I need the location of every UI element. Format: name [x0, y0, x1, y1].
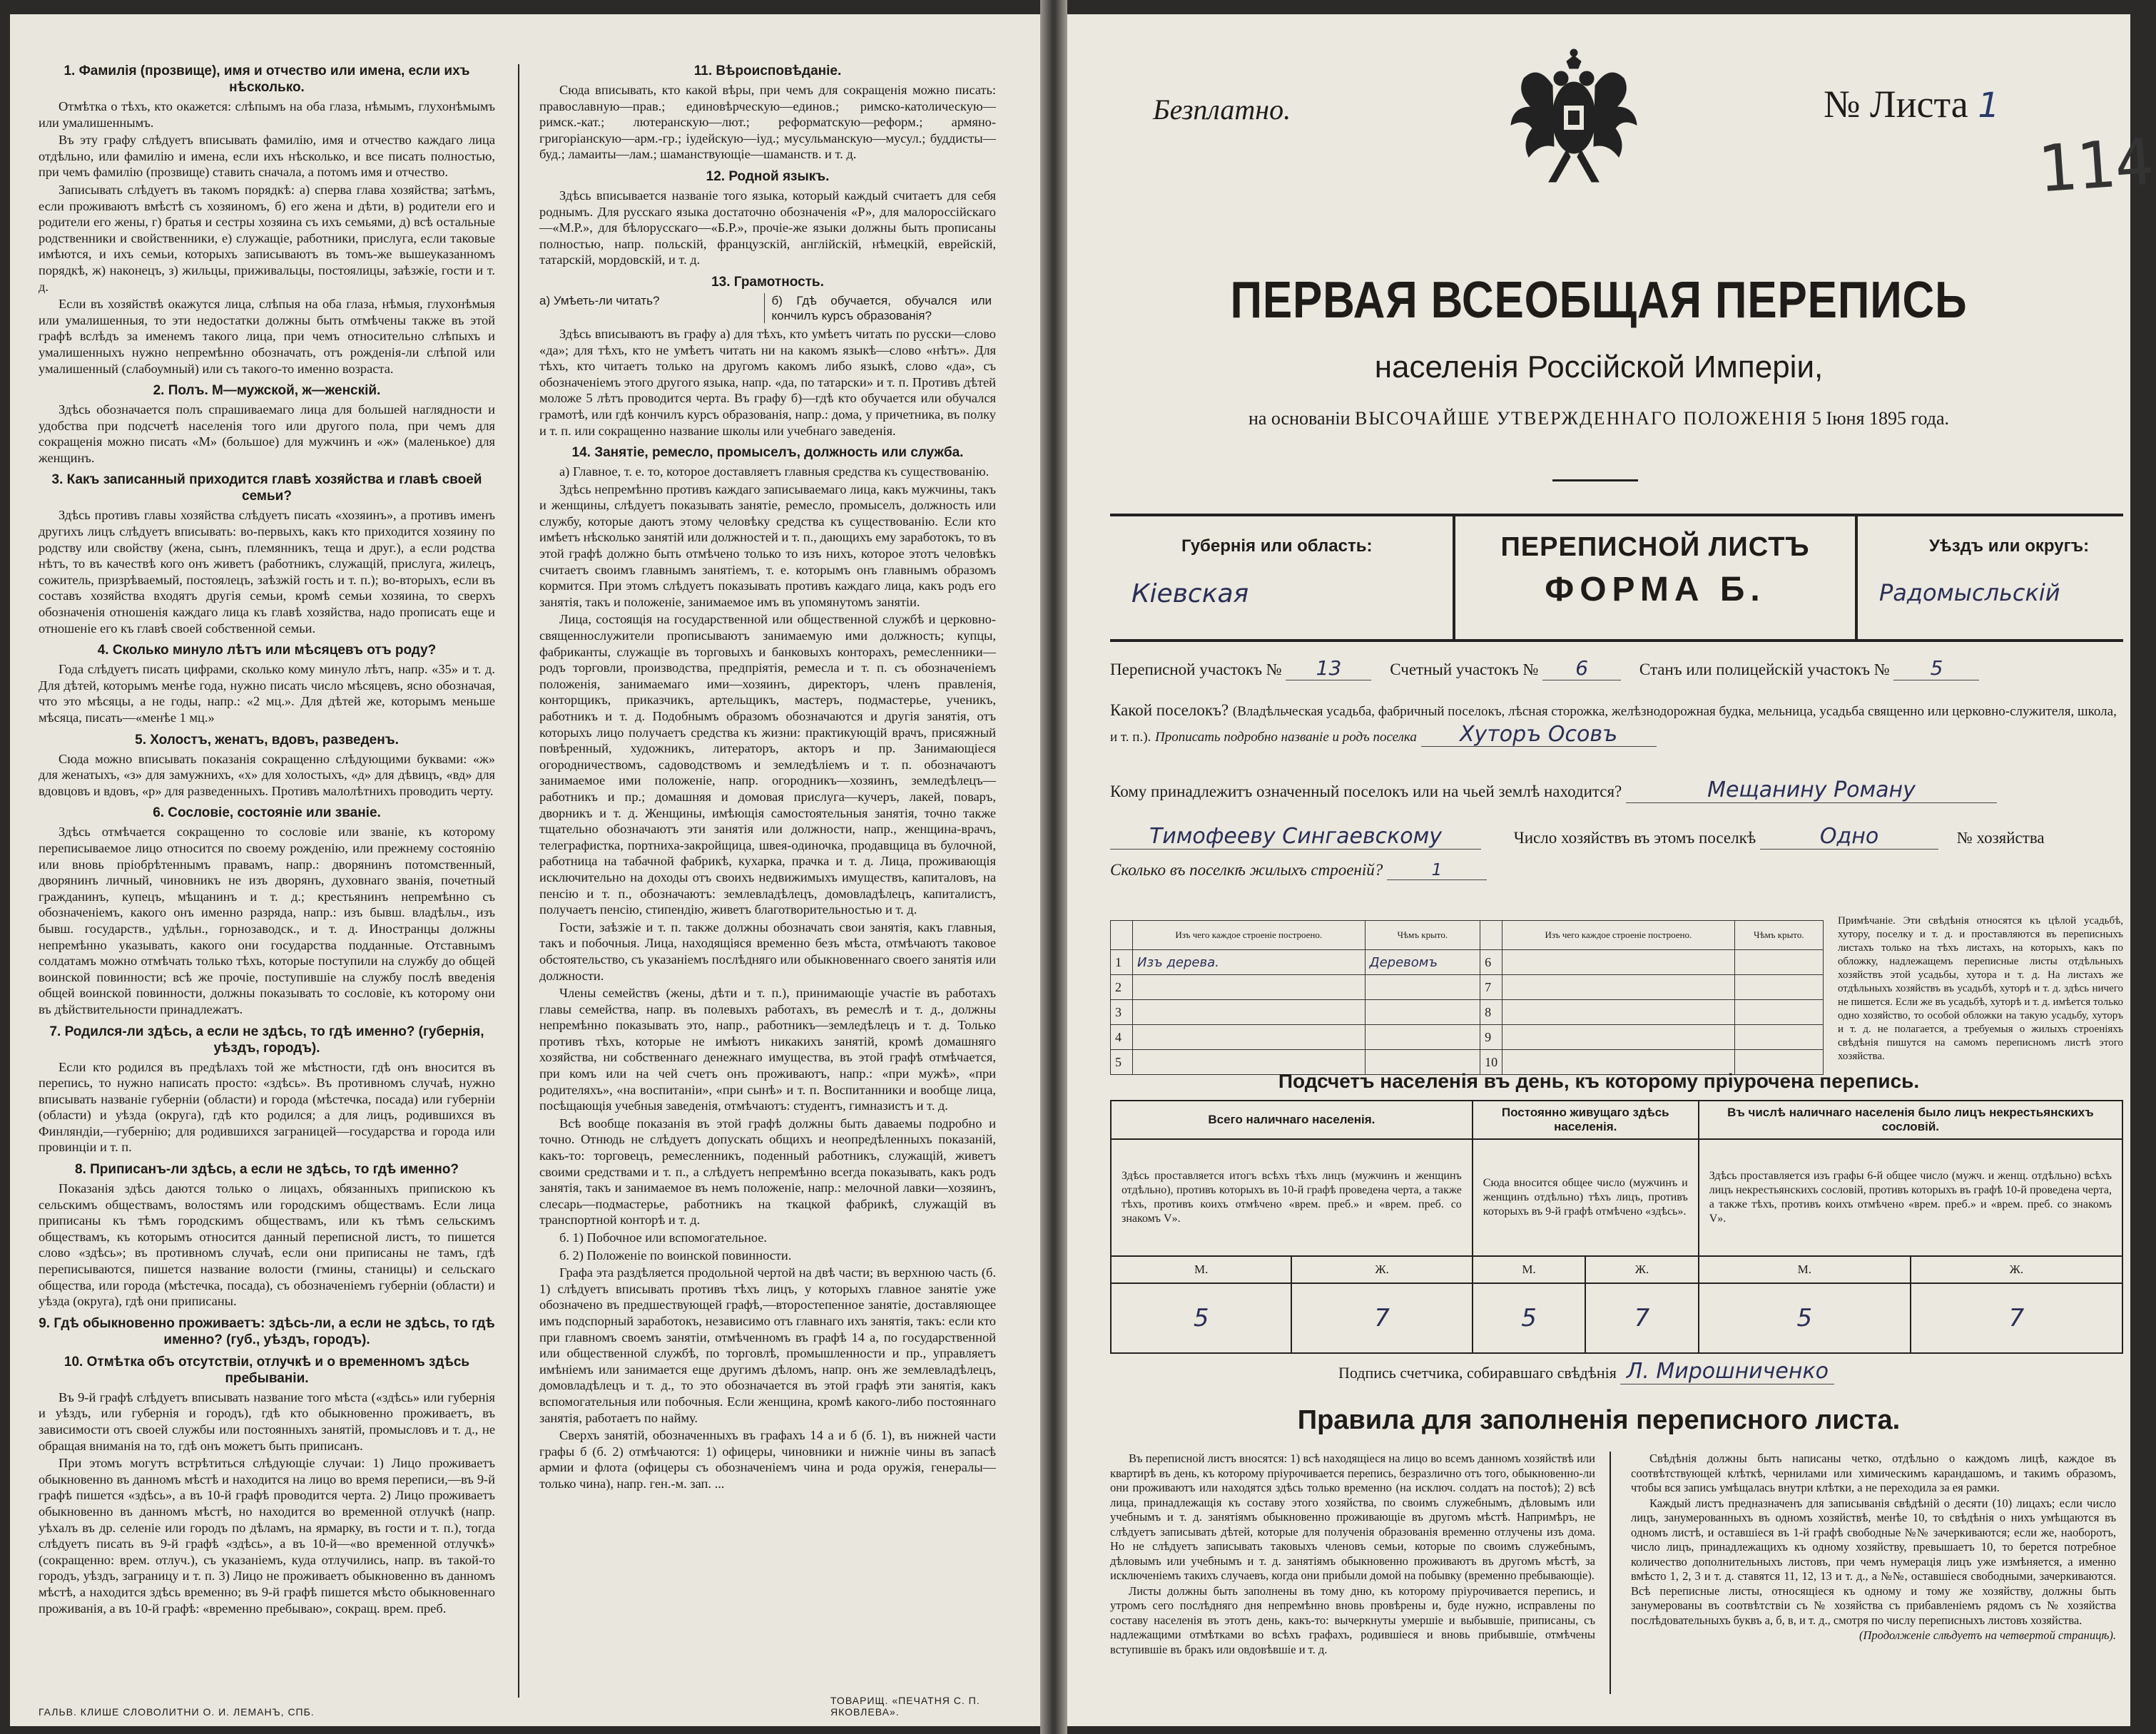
instruction-paragraph: Въ 9-й графѣ слѣдуетъ вписывать название того мѣста («здѣсь» или губернія и уѣздъ, или губернія и городъ), гдѣ кто обыкновенно проживаетъ, въ зависимости отъ своей службы или постоянныхъ занятій, промысловъ и т. д., не обращая вниманія на то, гдѣ онъ можетъ быть приписанъ.: [39, 1389, 495, 1453]
instruction-paragraph: Показанія здѣсь даются только о лицахъ, обязанныхъ припискою къ сельскимъ обществамъ, волостямъ или городскимъ обществамъ. Если лица приписаны къ тѣмъ городскимъ обществамъ, или къ тѣмъ сельскимъ обществамъ, къ которымъ относится данный переписной листъ, то пишется слово «здѣсь»; въ противномъ случаѣ, если они приписаны не тамъ, гдѣ переписываются, пишется название волости (гмины, станицы) и сельскаго общества, или города (мѣстечка, посада), съ обозначеніемъ губерніи (области) и уѣзда (округа), гдѣ они приписаны.: [39, 1181, 495, 1309]
census-area-label: Переписной участокъ №: [1110, 661, 1282, 678]
pop-resident-female: 7: [1585, 1283, 1698, 1353]
instruction-paragraph: При этомъ могутъ встрѣтиться слѣдующіе случаи: 1) Лицо проживаетъ обыкновенно въ данномъ мѣстѣ и находится на лицо во время переписи,—въ 9-й графѣ пишется «здѣсь», а въ 10-й графѣ проводится черта. 2) Лицо проживаетъ обыкновенно въ данномъ мѣстѣ, но находится во временной отлучкѣ (напр. уѣхалъ въ др. селеніе или городъ по дѣламъ, на ярмарку, въ гости и т. п.), тогда слѣдуетъ писать въ 9-й графѣ «здѣсь», а въ 10-й—«во временной отлучкѣ» (сокращенно: врем. отлуч.), съ указаніемъ, куда отлучились, напр. въ такой-то городъ, уѣздъ, заграницу и т. п. 3) Лицо не проживаетъ обыкновенно въ данномъ мѣстѣ, а находится здѣсь временно; въ 9-й графѣ пишется мѣсто обыкновеннаго проживанія, а въ 10-й графѣ: «временно пребываю», сокращ. врем. преб.: [39, 1456, 495, 1616]
district-cell: [1858, 516, 2123, 639]
building-roof: [1365, 1000, 1480, 1025]
buildings-roof-header: Чѣмъ крыто.: [1365, 921, 1480, 950]
instruction-heading: 2. Полъ. М—мужской, ж—женскій.: [153, 383, 381, 399]
rules-column-2: [1631, 1452, 2116, 1708]
pop-header-resident: Постоянно живущаго здѣсь населенія.: [1473, 1101, 1699, 1139]
literacy-sub-b: б) Гдѣ обучается, обучался или кончилъ курсъ образованія?: [771, 293, 992, 322]
imperial-eagle-emblem-icon: [1510, 43, 1638, 193]
instruction-heading: 10. Отмѣтка объ отсутствіи, отлучкѣ и о временномъ здѣсь пребываніи.: [63, 1354, 470, 1386]
buildings-label: Сколько въ поселкѣ жилыхъ строеній?: [1110, 861, 1383, 879]
buildings-roof-header-2: Чѣмъ крыто.: [1734, 921, 1823, 950]
instruction-paragraph: Сюда вписывать, кто какой вѣры, при чемъ для сокращенія можно писать: православную—прав.; единовѣрческую—единов.; римско-католическую—римск.-кат.; лютеранскую—лют.; реформатскую—реформ.; армяно-григоріанскую—арм.-гр.; іудейскую—іуд.; мусульманскую—мусул.; буддисты—буд.; ламаиты—лам.; шаманствующіе—шаманств. и т. д.: [539, 83, 996, 162]
pop-m-label: М.: [1699, 1256, 1911, 1283]
instruction-paragraph: Года слѣдуетъ писать цифрами, сколько кому минуло лѣтъ, напр. «35» и т. д. Для дѣтей, которымъ менѣе года, нужно писать число мѣсяцевъ, ясно обозначая, что это мѣсяцы, а не годы, напр.: «2 мц.». Для дѣтей же, которымъ меньше мѣсяца, писать—«менѣе 1 мц.»: [39, 662, 495, 725]
building-roof: [1365, 975, 1480, 1000]
pop-header-present: Всего наличнаго населенія.: [1111, 1101, 1473, 1139]
instruction-paragraph: Сверхъ занятій, обозначенныхъ въ графахъ 14 а и б (б. 1), въ нижней части графы б (б. 2) отмѣчаются: 1) офицеры, чиновники и нижніе чины въ запасѣ армии и флота (офицеры съ обозначеніемъ чина и рода оружія, генералы—только чина), напр. ген.-м. зап. ...: [539, 1428, 996, 1491]
building-material: [1133, 1000, 1366, 1025]
police-area-label: Станъ или полицейскій участокъ №: [1639, 661, 1890, 678]
owner-value-1: Мещанину Роману: [1626, 777, 1997, 803]
sheet-number-field: [1824, 82, 2000, 126]
instructions-column-2: [539, 57, 996, 1698]
building-roof: Деревомъ: [1365, 950, 1480, 975]
instruction-paragraph: Здѣсь обозначается полъ спрашиваемаго лица для большей наглядности и удобства при подсчетѣ населенія того или другого пола, при чемъ для сокращенія можно писать «М» (большое) для мужчинъ и «ж» (маленькое) для женщинъ.: [39, 402, 495, 465]
basis-caps: ВЫСОЧАЙШЕ УТВЕРЖДЕННАГО ПОЛОЖЕНІЯ: [1355, 408, 1808, 429]
population-count-title: Подсчетъ населенія въ день, къ которому пріурочена перепись.: [1278, 1070, 1920, 1092]
instruction-paragraph: а) Главное, т. е. то, которое доставляетъ главныя средства къ существованію.: [559, 464, 990, 479]
police-area-value: 5: [1893, 656, 1979, 680]
instruction-paragraph: Гости, заѣзжіе и т. п. также должны обозначать свои занятія, какъ главныя, такъ и побочныя. Лица, находящіяся временно безъ мѣста, отмѣчаютъ таковое обстоятельство, съ указаніемъ послѣдняго или обыкновеннаго своего занятія или должности.: [539, 919, 996, 983]
pop-f-label: Ж.: [1585, 1256, 1698, 1283]
book-fold: [1040, 0, 1067, 1734]
pop-header-non-peasant: Въ числѣ наличнаго населенія было лицъ некрестьянскихъ сословій.: [1699, 1101, 2122, 1139]
buildings-row: [1111, 975, 1824, 1000]
instruction-paragraph: Всѣ вообще показанія въ этой графѣ должны быть даваемы подробно и точно. Отнюдь не слѣдуетъ допускать общихъ и неопредѣленныхъ показаній, какъ-то: торговецъ, ремесленникъ, поденный работникъ, служащій, живетъ своими средствами и т. п., а слѣдуетъ непремѣнно всегда показывать, какъ родъ занятія, такъ и занимаемое въ немъ положеніе, напр.: мелочной лавки—хозяинъ, слесарь—подмастерье, работникъ на ткацкой фабрикѣ, служащій въ транспортной конторѣ и т. д.: [539, 1116, 996, 1228]
rules-paragraph: Свѣдѣнія должны быть написаны четко, отдѣльно о каждомъ лицѣ, каждое въ соотвѣтствующей клѣткѣ, чернилами или химическимъ карандашомъ, и такимъ образомъ, чтобы вся запись умѣщалась внутри клѣтки, а не переходила за ея рамки.: [1631, 1452, 2116, 1494]
literacy-sub-a: а) Умѣеть-ли читать?: [539, 293, 765, 323]
settlement-line: [1110, 699, 2123, 749]
settlement-hint: (Владѣльческая усадьба, фабричный поселокъ, лѣсная сторожка, желѣзнодорожная будка, мельница, усадьба священно или церковно-служителя, школа, и т. п.).: [1110, 704, 2117, 745]
building-material: [1133, 1025, 1366, 1050]
rules-continued-note: (Продолженіе слѣдуетъ на четвертой страницѣ).: [1859, 1628, 2116, 1642]
instruction-paragraph: Отмѣтка о тѣхъ, кто окажется: слѣпымъ на оба глаза, нѣмымъ, глухонѣмымъ или умалишеннымъ.: [39, 99, 495, 130]
settlement-value: Хуторъ Осовъ: [1421, 723, 1657, 747]
instruction-paragraph: Члены семействъ (жены, дѣти и т. п.), принимающіе участіе въ работахъ главы семейства, напр. въ полевыхъ работахъ, въ ремеслѣ и т. д., должны непремѣнно показывать это, напр., работникъ—земледѣлецъ и т. д. Только противъ тѣхъ, которые не имѣютъ никакихъ занятій, кромѣ домашняго хозяйства, ни собственнаго денежнаго имущества, въ этой графѣ отмѣчается, при комъ или на чей счетъ онъ проживаютъ, напр.: «при мужѣ», «при родителяхъ», «на воспитаніи», «при сынѣ» и т. п. Воспитанники и вообще лица, посѣщающія учебныя заведенія, отмѣчаютъ: студентъ, гимназистъ и т. д.: [539, 986, 996, 1113]
census-title: ПЕРВАЯ ВСЕОБЩАЯ ПЕРЕПИСЬ: [1230, 272, 1968, 329]
instruction-paragraph: б. 2) Положеніе по воинской повинности.: [559, 1248, 792, 1263]
sheet-number-value: 1: [1978, 86, 2000, 126]
instruction-paragraph: Въ эту графу слѣдуетъ вписывать фамилію, имя и отчество каждаго лица отдѣльно, или фамилію и имена, если ихъ нѣсколько, и все писать полностью, при чемъ фамилію (прозвище) ставить сначала, а потомъ имя и отчество.: [39, 133, 495, 180]
building-material: [1502, 1000, 1735, 1025]
counter-area-label: Счетный участокъ №: [1390, 661, 1539, 678]
instruction-paragraph: Записывать слѣдуетъ въ такомъ порядкѣ: а) сперва глава хозяйства; затѣмъ, если проживаютъ вмѣстѣ съ хозяиномъ, б) его жена и дѣти, в) родители его и родители его жены, г) братья и сестры хозяина съ ихъ семьями, д) всѣ остальные родственники и свойственники, е) служащіе, работники, прислуга, если таковые имѣются, и ихъ семьи, которыхъ записываютъ въ томъ-же вышеуказанномъ порядкѣ, ж) наконецъ, з) жильцы, приживальцы, постоялицы, заѣзжіе, гости и т. д.: [39, 182, 495, 294]
building-roof: [1734, 1025, 1823, 1050]
instruction-paragraph: Здѣсь противъ главы хозяйства слѣдуетъ писать «хозяинъ», а противъ именъ другихъ лицъ слѣдуетъ вписывать: во-первыхъ, какъ кто приходится хозяину по родству или свойству (жена, сынъ, племянникъ, теща и друг.), а если родства нѣтъ, то въ качествѣ кого онъ живетъ (работникъ, служащій, прислуга, жилецъ, сожитель, призрѣваемый, постоялецъ, заѣзжій гость и т. п.); во-вторыхъ, если въ составъ хозяйства входятъ другія семьи, кромѣ семьи хозяина, то сверхъ обозначенія отношенія каждаго лица къ главѣ хозяйства, надо прописать еще и отношеніе его къ главѣ своей собственной семьи.: [39, 508, 495, 636]
pop-resident-male: 5: [1473, 1283, 1585, 1353]
building-number: 4: [1111, 1025, 1133, 1050]
pop-non-peasant-female: 7: [1911, 1283, 2122, 1353]
instruction-paragraph: Здѣсь отмѣчается сокращенно то сословіе или званіе, къ которому переписываемое лицо относится по своему рожденію, или прежнему состоянію или вновь пріобрѣтеннымъ правамъ, напр.: дворянинъ потомственный, дворянинъ личный, чиновникъ не изъ дворянъ, духовнаго званія, почетный гражданинъ, купецъ, мѣщанинъ и т. д.; крестьянинъ непремѣнно съ обозначеніемъ, какого онъ именно разряда, напр.: изъ бывш. владѣльч., изъ бывш. государств., удѣльн., горнозаводск., и т. д. Иностранцы должны непремѣнно указывать, какого они государства подданные. Отставнымъ солдатамъ можно отмѣчать только тѣхъ, которые поступили на службу до общей воинской повинности; всѣ же прочіе, поступившіе на службу послѣ введенія общей воинской повинности, должны показывать то сословіе, къ которому они въ дѣйствительности принадлежатъ.: [39, 825, 495, 1016]
form-header-box: [1110, 514, 2123, 642]
instruction-heading: 8. Приписанъ-ли здѣсь, а если не здѣсь, то гдѣ именно?: [75, 1162, 459, 1178]
buildings-value: 1: [1387, 861, 1487, 880]
archive-pencil-number: 114: [2035, 124, 2156, 208]
building-roof: [1734, 1000, 1823, 1025]
building-roof: [1365, 1025, 1480, 1050]
district-value: Радомысльскій: [1879, 579, 2060, 606]
instruction-heading: 6. Сословіе, состояніе или званіе.: [153, 805, 381, 821]
building-number: 10: [1480, 1050, 1502, 1075]
instructions-column-1: [39, 57, 495, 1698]
building-number: 9: [1480, 1025, 1502, 1050]
building-number: 1: [1111, 950, 1133, 975]
rules-column-1: [1110, 1452, 1595, 1708]
building-number: 2: [1111, 975, 1133, 1000]
settlement-label: Какой поселокъ?: [1110, 701, 1229, 719]
building-material: [1502, 950, 1735, 975]
free-of-charge-label: Безплатно.: [1153, 93, 1291, 126]
rules-paragraph: Листы должны быть заполнены въ тому дню, къ которому пріурочивается перепись, и утромъ сего послѣдняго дня непремѣнно вновь провѣрены и, буде нужно, исправлены по составу населенія въ этотъ день, какъ-то: вычеркнуты умершіе и выбывшіе, приписаны, съ надлежащими отмѣтками во всѣхъ графахъ, родившіеся и вновь прибывшіе, отмѣчены вступившіе въ бракъ или овдовѣвшіе и т. д.: [1110, 1583, 1595, 1656]
census-subtitle: населенія Россійской Имперіи,: [1374, 350, 1824, 384]
buildings-table: [1110, 920, 1824, 1075]
instruction-heading: 4. Сколько минуло лѣтъ или мѣсяцевъ отъ роду?: [97, 643, 437, 658]
rules-paragraph: Каждый листъ предназначенъ для записыванія свѣдѣній о десяти (10) лицахъ; если число лицъ, занумерованныхъ въ одномъ хозяйствѣ, менѣе 10, то свѣдѣнія о нихъ умѣщаются въ одномъ листѣ, и оставшіеся въ 1-й графѣ свободные №№ зачеркиваются; если же, наоборотъ, число лицъ, принадлежащихъ къ одному хозяйству, превышаетъ 10, то берется потребное количество дополнительныхъ листовъ, при чемъ нумерація лицъ уже измѣняется, а именно вмѣсто 1, 2, 3 и т. д. ставятся 11, 12, 13 и т. д., а №№, оставшіеся свободными, зачеркиваются. Всѣ переписные листы, относящіеся къ одному и тому же хозяйству, должны быть занумерованы въ соотвѣтствіи съ № хозяйства съ прибавленіемъ рядомъ съ № хозяйства послѣдовательныхъ буквъ а, б, в, и т. д., смотря по числу переписныхъ листовъ хозяйства.: [1631, 1496, 2116, 1627]
building-material: Изъ дерева.: [1133, 950, 1366, 975]
pop-desc-resident: Сюда вносится общее число (мужчинъ и женщинъ отдѣльно) тѣхъ лицъ, противъ которыхъ въ 9-й графѣ отмѣчено «здѣсь».: [1473, 1139, 1699, 1256]
buildings-num-header-2: [1480, 921, 1502, 950]
instruction-heading: 5. Холостъ, женатъ, вдовъ, разведенъ.: [135, 732, 399, 748]
instruction-heading: 13. Грамотность.: [711, 274, 824, 290]
title-rule: [1552, 479, 1638, 481]
pop-present-female: 7: [1291, 1283, 1472, 1353]
owner-line: [1110, 777, 2123, 803]
pop-desc-present: Здѣсь проставляется итогъ всѣхъ тѣхъ лицъ (мужчинъ и женщинъ отдѣльно), противъ которыхъ въ 10-й графѣ проведена черта, а также тѣхъ, противъ коихъ отмѣчено «врем. преб.» и «врем. преб. со знакомъ V».: [1111, 1139, 1473, 1256]
instruction-heading: 11. Вѣроисповѣданіе.: [693, 63, 842, 78]
building-material: [1502, 1025, 1735, 1050]
instruction-heading: 1. Фамилія (прозвище), имя и отчество или имена, если ихъ нѣсколько.: [63, 63, 470, 95]
building-roof: [1734, 950, 1823, 975]
pop-f-label: Ж.: [1911, 1256, 2122, 1283]
census-area-value: 13: [1286, 656, 1371, 680]
building-material: [1133, 975, 1366, 1000]
column-divider: [518, 64, 519, 1698]
instruction-heading: 3. Какъ записанный приходится главѣ хозяйства и главѣ своей семьи?: [51, 472, 482, 504]
population-table: [1110, 1100, 2123, 1354]
buildings-table-body: [1111, 950, 1824, 1075]
building-material: [1502, 975, 1735, 1000]
instruction-paragraph: Здѣсь вписывается названіе того языка, который каждый считаетъ для себя роднымъ. Для русскаго языка достаточно обозначенія «Р», для малороссійскаго—«М.Р.», для бѣлорусскаго—«Б.Р.», прочіе-же языки должны быть прописаны полностью, напр. польскій, французскій, англійскій, нѣмецкій, еврейскій, татарскій, мордовскій, и т. д.: [539, 188, 996, 267]
district-label: Уѣздъ или округъ:: [1929, 536, 2090, 556]
instruction-heading: 9. Гдѣ обыкновенно проживаетъ: здѣсь-ли, а если не здѣсь, то гдѣ именно? (губ., уѣздъ, городъ).: [39, 1315, 495, 1347]
instruction-heading: 12. Родной языкъ.: [706, 168, 830, 184]
households-label: Число хозяйствъ въ этомъ поселкѣ: [1513, 829, 1756, 847]
buildings-row: [1111, 1025, 1824, 1050]
instruction-paragraph: б. 1) Побочное или вспомогательное.: [559, 1230, 768, 1245]
instruction-paragraph: Лица, состоящія на государственной или общественной службѣ и церковно-священнослужители прописываютъ занимаемую ими должность; купцы, фабриканты, служащіе въ торговыхъ и банковыхъ конторахъ, ремесленники—родъ торговли, производства, предпріятія, ремесла и т. п. съ обозначеніемъ положенія, занимаемаго ими—хозяинъ, директоръ, членъ правленія, конторщикъ, приказчикъ, артельщикъ, мастеръ, подмастерье, ученикъ, работникъ и т. д. Подобнымъ образомъ обозначаются и другія занятія, отъ которыхъ лицо получаетъ средства къ жизни: практикующій врачъ, присяжный повѣренный, художникъ, литераторъ, акторъ и пр. Занимающіеся огородничествомъ, садоводствомъ и земледѣліемъ и т. п. обозначаютъ занимаемое ими положеніе, напр. огородникъ—хозяинъ, земледѣлецъ—работникъ и пр.; домашняя и домовая прислуга—кучеръ, лакей, поваръ, дворникъ и т. д. Женщины, имѣющія самостоятельныя занятія, точно также тщательно обозначаютъ эти занятія или должности, напр., женщина-врачъ, телеграфистка, портниха-закройщица, швея-одиночка, продавщица въ булочной, работница на табачной фабрикѣ, кухарка, прачка и т. д. Лица, проживающія исключительно на доходы отъ своихъ недвижимыхъ имуществъ, капиталовъ, на пенсію и т. п., обозначаютъ: землевладѣлецъ, домовладѣлецъ, капиталистъ, получаетъ пенсію, стипендію, живетъ благотворительностью и т. д.: [539, 612, 996, 917]
sheet-number-label: № Листа: [1824, 83, 1968, 126]
building-number: 6: [1480, 950, 1502, 975]
instruction-heading: 7. Родился-ли здѣсь, а если не здѣсь, то гдѣ именно? (губернія, уѣздъ, городъ).: [49, 1024, 484, 1056]
areas-line: [1110, 656, 2123, 680]
owner-label: Кому принадлежитъ означенный поселокъ или на чьей землѣ находится?: [1110, 782, 1622, 800]
pop-present-male: 5: [1111, 1283, 1291, 1353]
owner-value-2: Тимофееву Сингаевскому: [1110, 824, 1481, 850]
pop-m-label: М.: [1111, 1256, 1291, 1283]
rules-column-2-body: [1631, 1452, 2116, 1628]
signature-label: Подпись счетчика, собиравшаго свѣдѣнія: [1338, 1364, 1617, 1382]
form-letter: ФОРМА Б.: [1545, 571, 1766, 608]
instruction-paragraph: Если въ хозяйствѣ окажутся лица, слѣпыя на оба глаза, нѣмыя, глухонѣмыя или умалишенныя, то эти недостатки должны быть отмѣчены также въ этой графѣ вслѣдъ за именемъ такого лица, при чемъ относительно слѣпыхъ и умалишенныхъ нужно непремѣнно обозначать, отъ рожденія-ли слѣпой или умалишенный (слабоумный) или съ такого-то именно возраста.: [39, 297, 495, 376]
households-value: Одно: [1760, 824, 1938, 850]
instruction-heading: 14. Занятіе, ремесло, промыселъ, должность или служба.: [571, 445, 964, 461]
rules-paragraph: Въ переписной листъ вносятся: 1) всѣ находящіеся на лицо во всемъ данномъ хозяйствѣ или квартирѣ въ день, къ которому пріурочивается перепись, безразлично отъ того, обыкновенно-ли они проживаютъ или находятся здѣсь только временно (на исключ. солдатъ на постоѣ); 2) всѣ лица, принадлежащія къ составу этого хозяйства, по своимъ служебнымъ, дѣловымъ или учебнымъ и т. д. занятіямъ обыкновенно проживающіе въ другомъ мѣстѣ. Напримѣръ, не слѣдуетъ записывать дѣтей, которые для полученія образованія временно отлучены изъ дома. Но не слѣдуетъ записывать таковыхъ членовъ семьи, которые по своимъ служебнымъ, дѣловымъ или учебнымъ и т. д. занятіямъ обыкновенно проживаютъ въ другомъ мѣстѣ, за исключеніемъ такихъ случаевъ, когда они прибыли домой на побывку (временно пребывающіе).: [1110, 1452, 1595, 1582]
buildings-row: [1111, 950, 1824, 975]
form-title: ПЕРЕПИСНОЙ ЛИСТЪ: [1500, 532, 1810, 562]
basis-prefix: на основаніи: [1248, 408, 1351, 429]
printer-footer-right: ТОВАРИЩ. «ПЕЧАТНЯ С. П. ЯКОВЛЕВА».: [830, 1695, 980, 1718]
buildings-row: [1111, 1000, 1824, 1025]
building-roof: [1734, 975, 1823, 1000]
buildings-material-header-2: Изъ чего каждое строеніе построено.: [1502, 921, 1735, 950]
form-title-cell: [1455, 516, 1858, 639]
household-number-label: № хозяйства: [1956, 829, 2045, 847]
building-number: 3: [1111, 1000, 1133, 1025]
instruction-paragraph: Сюда можно вписывать показанія сокращенно слѣдующими буквами: «ж» для женатыхъ, «з» для замужнихъ, «х» для холостыхъ, «д» для дѣвицъ, «вд» для вдовцовъ и вдовъ, «р» для разведенныхъ. Противъ малолѣтнихъ проводить черту.: [39, 751, 495, 798]
right-page-census-form: [1067, 14, 2156, 1726]
buildings-note: Примѣчаніе. Эти свѣдѣнія относятся къ цѣлой усадьбѣ, хутору, поселку и т. д. и проставляются въ переписныхъ листахъ только на тѣхъ листахъ, на которыхъ, какъ по обложку, надлежащемъ переписные листы отдѣльныхъ хозяйствъ этой усадьбы, хутора и т. д. На листахъ же отдѣльныхъ хозяйствъ въ усадьбѣ, хуторѣ и т. д. здѣсь ничего не пишется. Если же въ усадьбѣ, хуторѣ и т. д. имѣется только одно хозяйство, то особой обложки на такую усадьбу, хуторъ и т. д. не полагается, а требуемыя о жилыхъ строеніяхъ свѣдѣнія пишутся на самомъ переписномъ листѣ этого хозяйства.: [1838, 915, 2123, 1062]
building-number: 8: [1480, 1000, 1502, 1025]
province-label: Губернія или область:: [1181, 536, 1373, 556]
instruction-paragraph: Здѣсь вписываютъ въ графу а) для тѣхъ, кто умѣетъ читать по русски—слово «да»; для тѣхъ, кто не умѣетъ читать ни на какомъ языкѣ—слово «нѣтъ». Для тѣхъ, кто читаетъ только на другомъ какомъ либо языкѣ, слово «да», съ обозначеніемъ этого другого языка, напр. «да, по татарски» и т. п. Противъ дѣтей моложе 5 лѣтъ проводится черта. Въ графу б)—гдѣ кто обучается или обучался грамотѣ, или гдѣ кончилъ курсъ образованія, напр.: дома, у причетника, въ полку и т. п. или сокращенно название школы или учебнаго заведенія.: [539, 326, 996, 438]
left-page-instructions: [10, 14, 1040, 1726]
settlement-prompt: Прописать подробно названіе и родъ поселка: [1155, 730, 1417, 745]
basis-suffix: 5 Іюня 1895 года.: [1812, 408, 1950, 429]
province-value: Кіевская: [1132, 579, 1249, 608]
pop-desc-non-peasant: Здѣсь проставляется изъ графы 6-й общее число (мужч. и женщ. отдѣльно) всѣхъ лицъ некрестьянскихъ сословій, противъ которыхъ въ графѣ 10-й проведена черта, а также тѣхъ, противъ коихъ отмѣчено «врем. преб.» и «врем. преб. со знакомъ V».: [1699, 1139, 2122, 1256]
building-number: 5: [1111, 1050, 1133, 1075]
rules-divider: [1610, 1452, 1611, 1694]
counter-area-value: 6: [1542, 656, 1621, 680]
instruction-paragraph: Если кто родился въ предѣлахъ той же мѣстности, гдѣ онъ вносится въ перепись, то нужно написать просто: «здѣсь». Въ противномъ случаѣ, нужно вписывать названіе губерніи (области) и города (мѣстечка, посада) или губерніи (области) и уѣзда (округа), гдѣ кто родился; а для лицъ, родившихся въ Финляндіи,—губернію; для родившихся заграницей—государства и города или провинціи и т. п.: [39, 1059, 495, 1155]
building-number: 7: [1480, 975, 1502, 1000]
printer-footer-left: ГАЛЬВ. КЛИШЕ СЛОВОЛИТНИ О. И. ЛЕМАНЪ, СПБ.: [39, 1706, 315, 1718]
instruction-paragraph: Здѣсь непремѣнно противъ каждаго записываемаго лица, какъ мужчины, такъ и женщины, слѣдуетъ показывать занятіе, ремесло, промыселъ, должность или службу, которые даютъ этому человѣку средства къ существованію. Если кто имѣетъ нѣсколько занятій или должностей и т. п., дающихъ ему заработокъ, то въ этой графѣ должно быть отмѣчено только то изъ нихъ, которое этотъ человѣкъ считаетъ своимъ главнымъ занятіемъ, т. е. которымъ онъ главнымъ образомъ кормится. При этомъ слѣдуетъ показывать противъ каждаго лица, какъ родъ его занятія, такъ и положеніе, занимаемое имъ въ упомянутомъ занятіи.: [539, 481, 996, 609]
enumerator-signature-line: [1338, 1359, 2123, 1384]
buildings-line: [1110, 861, 2123, 880]
buildings-num-header: [1111, 921, 1133, 950]
province-cell: [1110, 516, 1455, 639]
instruction-paragraph: Графа эта раздѣляется продольной чертой на двѣ части; въ верхнюю часть (б. 1) слѣдуетъ вписывать противъ тѣхъ лицъ, у которыхъ главное занятіе уже обозначено въ предшествующей графѣ,—второстепенное занятіе, доставляющее имъ подспорный заработокъ, независимо отъ главнаго ихъ занятія, такъ: если кто при главномъ своемъ занятіи, отмѣченномъ въ графѣ 14 а, по государственной или общественной службѣ, по торговлѣ, промышленности и пр., управляетъ имѣніемъ или занимается еще другимъ дѣломъ, напр. онъ же землевладѣлецъ, домовладѣлецъ и т. д., то это обозначается въ этой графѣ эти занятія, какъ вспомогательныя или побочныя. Если женщина, кромѣ какого-либо постояннаго занятія, работаетъ по найму.: [539, 1265, 996, 1425]
owner-continuation-line: [1110, 824, 2123, 850]
literacy-subcolumns: [539, 293, 996, 323]
pop-m-label: М.: [1473, 1256, 1585, 1283]
buildings-material-header: Изъ чего каждое строеніе построено.: [1133, 921, 1366, 950]
rules-title: Правила для заполненія переписного листа.: [1297, 1405, 1901, 1435]
pop-non-peasant-male: 5: [1699, 1283, 1911, 1353]
pop-f-label: Ж.: [1291, 1256, 1472, 1283]
legal-basis-line: [1067, 408, 2130, 429]
signature-value: Л. Мирошниченко: [1620, 1359, 1834, 1384]
